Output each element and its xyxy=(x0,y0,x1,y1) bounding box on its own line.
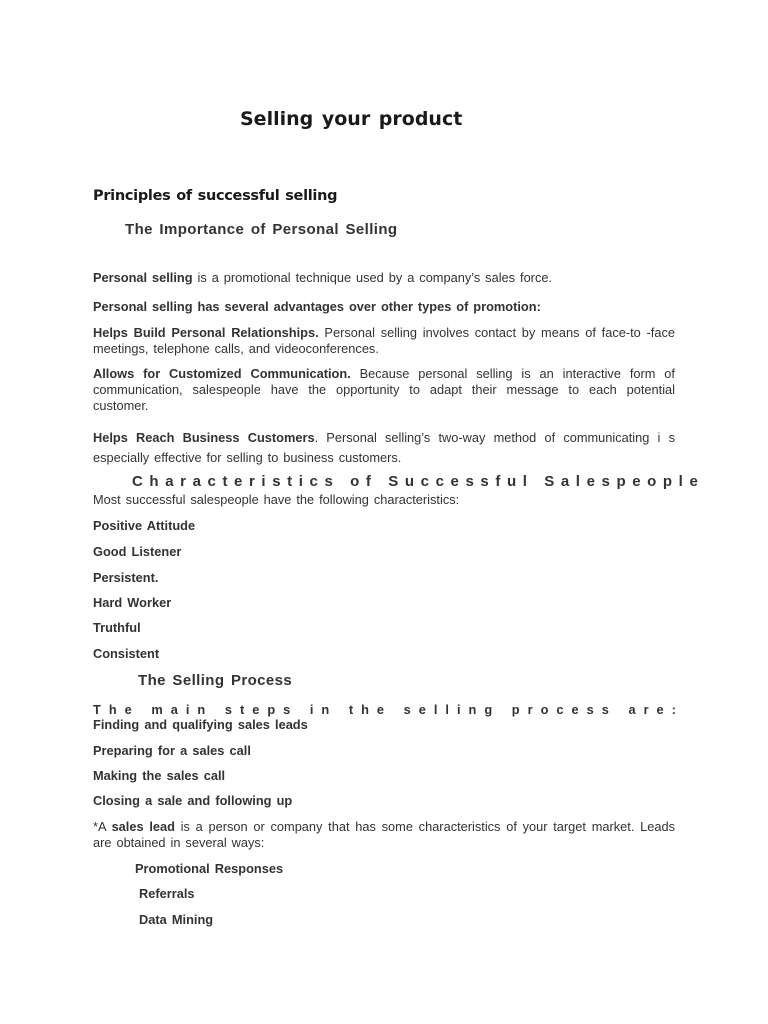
advantage-text: . Personal selling’s two-way method of communicating i s especially effective for selling to business customers. xyxy=(93,430,675,465)
characteristic-item: Truthful xyxy=(93,620,141,635)
definition-bold: Personal selling xyxy=(93,270,193,285)
advantage-bold: Helps Build Personal Relationships. xyxy=(93,325,319,340)
sales-lead-bold: sales lead xyxy=(111,819,175,834)
page-title: Selling your product xyxy=(240,108,463,130)
characteristics-heading: Characteristics of Successful Salespeople xyxy=(132,473,705,490)
sales-lead-prefix: *A xyxy=(93,819,112,834)
process-intro-word: the xyxy=(348,702,393,717)
advantage-paragraph xyxy=(93,366,675,414)
advantage-text: Personal selling involves contact by means of face-to -face meetings, telephone calls, and videoconferences. xyxy=(93,325,676,356)
lead-source-item: Data Mining xyxy=(139,912,214,927)
importance-heading: The Importance of Personal Selling xyxy=(125,221,398,238)
process-intro-word: The xyxy=(93,702,140,717)
advantage-paragraph xyxy=(93,325,675,357)
process-step: Making the sales call xyxy=(93,768,226,783)
definition-text: is a promotional technique used by a company’s sales force. xyxy=(192,270,553,285)
advantage-bold: Allows for Customized Communication. xyxy=(93,366,351,381)
advantage-paragraph xyxy=(93,428,675,468)
characteristic-item: Persistent. xyxy=(93,570,159,585)
process-intro-word: selling xyxy=(403,702,501,717)
characteristic-item: Good Listener xyxy=(93,544,182,559)
characteristic-item: Hard Worker xyxy=(93,595,172,610)
characteristics-intro: Most successful salespeople have the following characteristics: xyxy=(93,492,460,507)
process-intro-word: are: xyxy=(628,702,684,717)
section-subtitle: Principles of successful selling xyxy=(93,188,338,204)
lead-source-item: Referrals xyxy=(139,886,195,901)
lead-source-item: Promotional Responses xyxy=(135,861,284,876)
process-step: Closing a sale and following up xyxy=(93,793,293,808)
process-intro xyxy=(93,702,684,717)
process-step: Finding and qualifying sales leads xyxy=(93,717,308,732)
advantage-bold: Helps Reach Business Customers xyxy=(93,430,315,445)
process-intro-word: process xyxy=(511,702,617,717)
process-intro-word: main xyxy=(151,702,214,717)
sales-lead-note xyxy=(93,819,675,851)
definition-paragraph xyxy=(93,270,675,286)
advantage-text: Because personal selling is an interactive form of communication, salespeople have the opportunity to adapt their message to each potential customer. xyxy=(93,366,675,413)
process-step: Preparing for a sales call xyxy=(93,743,251,758)
sales-lead-text: is a person or company that has some characteristics of your target market. Leads are obtained in several ways: xyxy=(93,819,675,850)
characteristic-item: Positive Attitude xyxy=(93,518,196,533)
process-heading: The Selling Process xyxy=(138,672,293,689)
process-intro-word: in xyxy=(309,702,338,717)
characteristic-item: Consistent xyxy=(93,646,160,661)
process-intro-word: steps xyxy=(224,702,299,717)
advantages-intro: Personal selling has several advantages over other types of promotion: xyxy=(93,299,541,314)
